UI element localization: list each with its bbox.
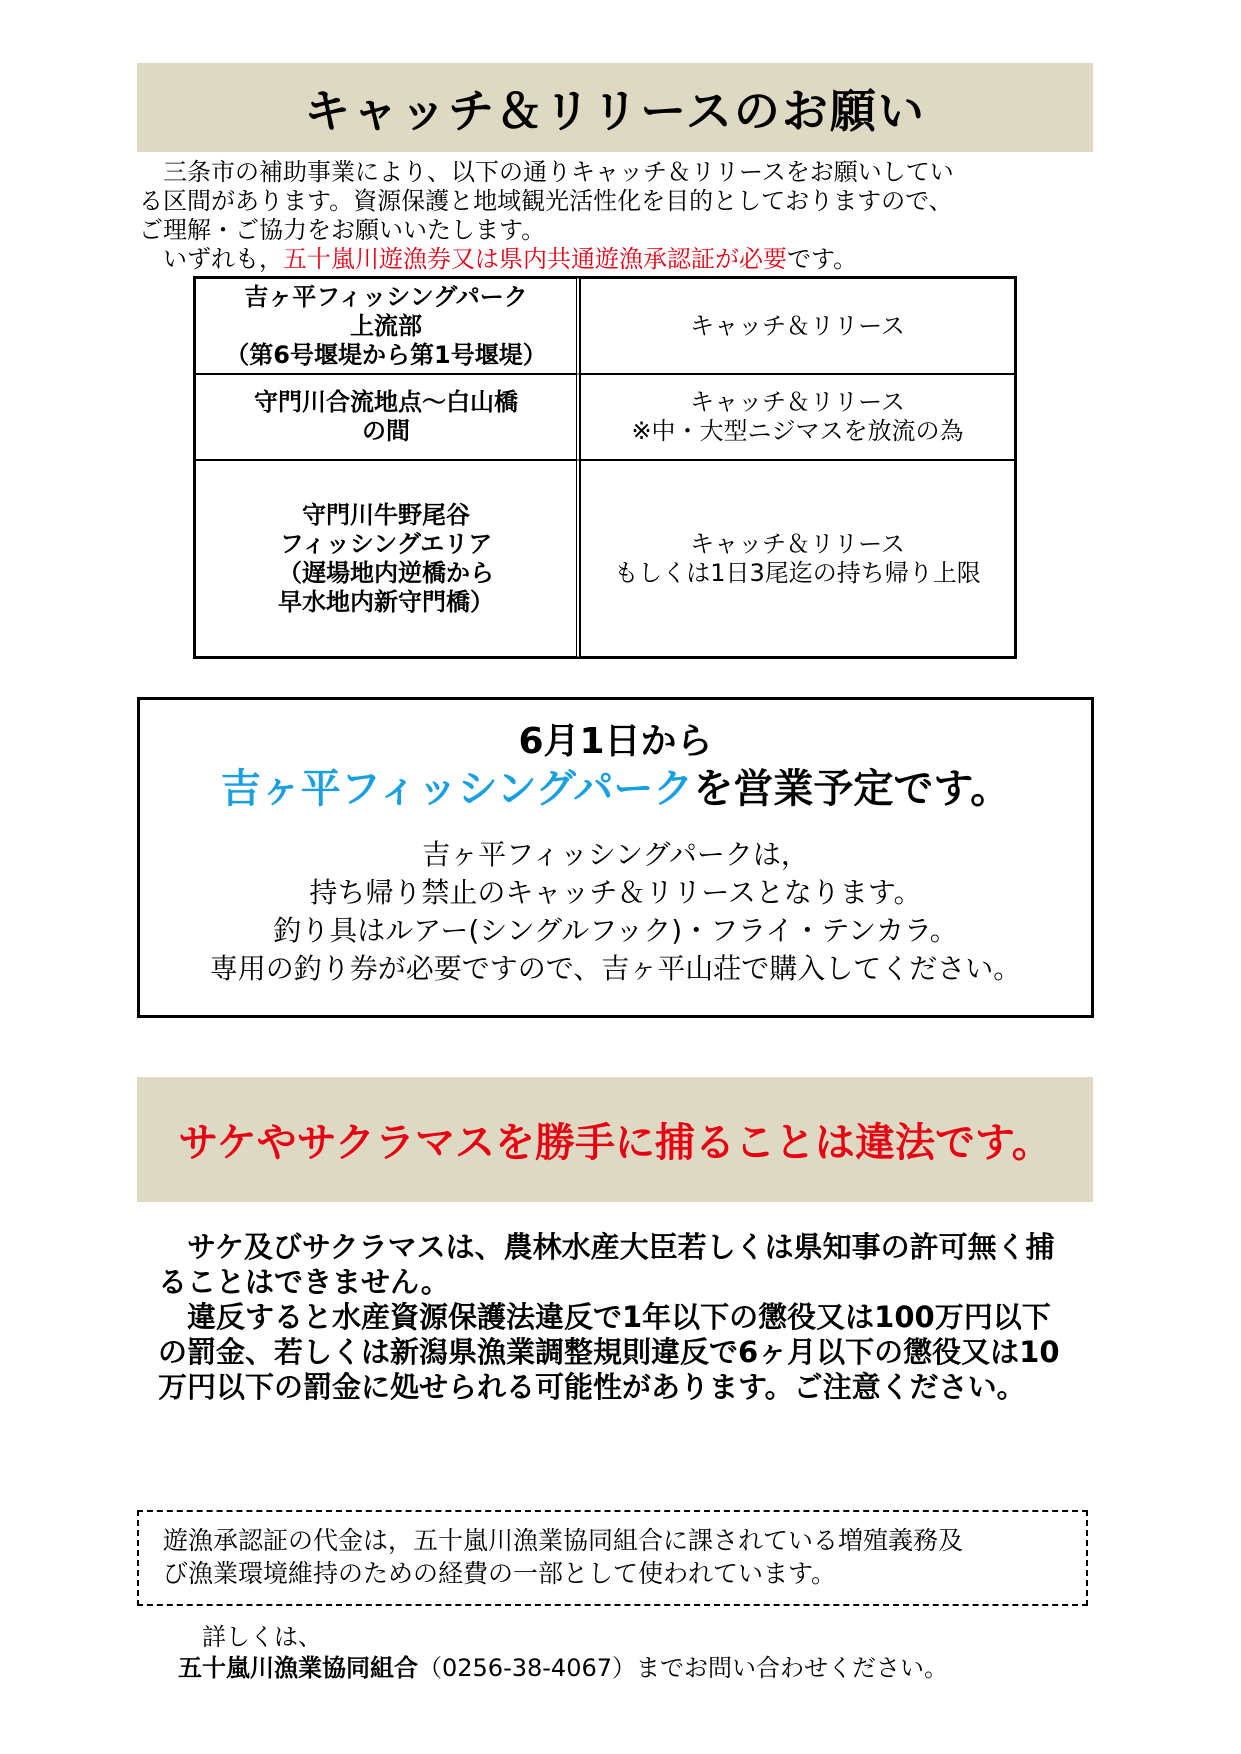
zone-area — [195, 278, 580, 374]
zone-area-line: フィッシングエリア — [279, 529, 493, 558]
header-band — [137, 63, 1093, 152]
warning-paragraph: 違反すると水産資源保護法違反で1年以下の懲役又は100万円以下の罰金、若しくは新潟県漁業調整規則違反で6ヶ月以下の懲役又は10万円以下の罰金に処せられる可能性があります。ご注意ください。 — [158, 1300, 1060, 1404]
zone-area-line: 早水地内新守門橋） — [278, 587, 494, 616]
park-name: 吉ヶ平フィッシングパーク — [220, 766, 694, 812]
fishing-park-notice — [137, 697, 1094, 1018]
fee-note — [137, 1510, 1088, 1606]
notice-line: 持ち帰り禁止のキャッチ＆リリースとなります。 — [309, 876, 922, 909]
zone-rule-line: キャッチ＆リリース — [690, 311, 905, 340]
notice-body — [140, 836, 1091, 988]
zone-rule-line: キャッチ＆リリース — [690, 388, 905, 416]
phone-number: （0256-38-4067） — [418, 1654, 637, 1682]
zone-area-line: 守門川合流地点～白山橋 — [254, 388, 518, 416]
note-line: び漁業環境維持のための経費の一部として使われています。 — [163, 1559, 837, 1588]
table-row — [195, 374, 1015, 460]
catch-release-table — [193, 276, 1017, 659]
table-row — [195, 460, 1015, 657]
zone-rule — [580, 278, 1015, 374]
zone-area-line: （第6号堰堤から第1号堰堤） — [225, 340, 547, 369]
notice-line: 釣り具はルアー(シングルフック)・フライ・テンカラ。 — [273, 914, 958, 947]
zone-rule-line: キャッチ＆リリース — [690, 529, 905, 558]
intro-line-text: いずれも， — [163, 245, 283, 273]
zone-area-line: 上流部 — [350, 311, 422, 340]
contact-suffix: までお問い合わせください。 — [636, 1654, 949, 1682]
notice-line: 吉ヶ平フィッシングパークは， — [422, 838, 809, 871]
zone-area — [195, 460, 580, 657]
warning-title: サケやサクラマスを勝手に捕ることは違法です。 — [178, 1120, 1052, 1166]
contact-lead: 詳しくは、 — [202, 1623, 322, 1651]
zone-area-line: の間 — [362, 417, 410, 445]
notice-line: 専用の釣り券が必要ですので、吉ヶ平山荘で購入してください。 — [209, 952, 1022, 985]
table-row — [195, 278, 1015, 374]
warning-text — [158, 1230, 1078, 1405]
intro-line-text: です。 — [787, 245, 858, 273]
intro-line: る区間があります。資源保護と地域観光活性化を目的としておりますので、 — [139, 187, 953, 215]
zone-area — [195, 374, 580, 460]
warning-band — [137, 1077, 1093, 1202]
zone-rule — [580, 374, 1015, 460]
schedule-suffix: を営業予定です。 — [693, 766, 1011, 812]
warning-paragraph: サケ及びサクラマスは、農林水産大臣若しくは県知事の許可無く捕ることはできません。 — [158, 1230, 1055, 1299]
contact-line — [178, 1653, 948, 1684]
organization-name: 五十嵐川漁業協同組合 — [178, 1654, 418, 1682]
intro-line: ご理解・ご協力をお願いいたします。 — [139, 216, 546, 244]
page-title: キャッチ＆リリースのお願い — [304, 83, 926, 138]
zone-area-line: 守門川牛野尾谷 — [302, 500, 470, 529]
zone-rule-line: ※中・大型ニジマスを放流の為 — [631, 417, 964, 445]
intro-line — [139, 245, 1079, 274]
license-required-text: 五十嵐川遊漁券又は県内共通遊漁承認証が必要 — [283, 245, 787, 273]
zone-rule — [580, 460, 1015, 657]
contact-info — [178, 1622, 948, 1684]
note-line: 遊漁承認証の代金は，五十嵐川漁業協同組合に課されている増殖義務及 — [163, 1526, 964, 1555]
opening-date: 6月1日から — [518, 721, 713, 762]
intro-line: 三条市の補助事業により、以下の通りキャッチ＆リリースをお願いしてい — [163, 158, 954, 186]
intro-text — [139, 158, 1079, 274]
opening-headline — [140, 764, 1091, 814]
zone-rule-line: もしくは1日3尾迄の持ち帰り上限 — [614, 558, 981, 587]
zone-area-line: 吉ヶ平フィッシングパーク — [244, 282, 528, 311]
zone-area-line: （遅場地内逆橋から — [278, 558, 494, 587]
